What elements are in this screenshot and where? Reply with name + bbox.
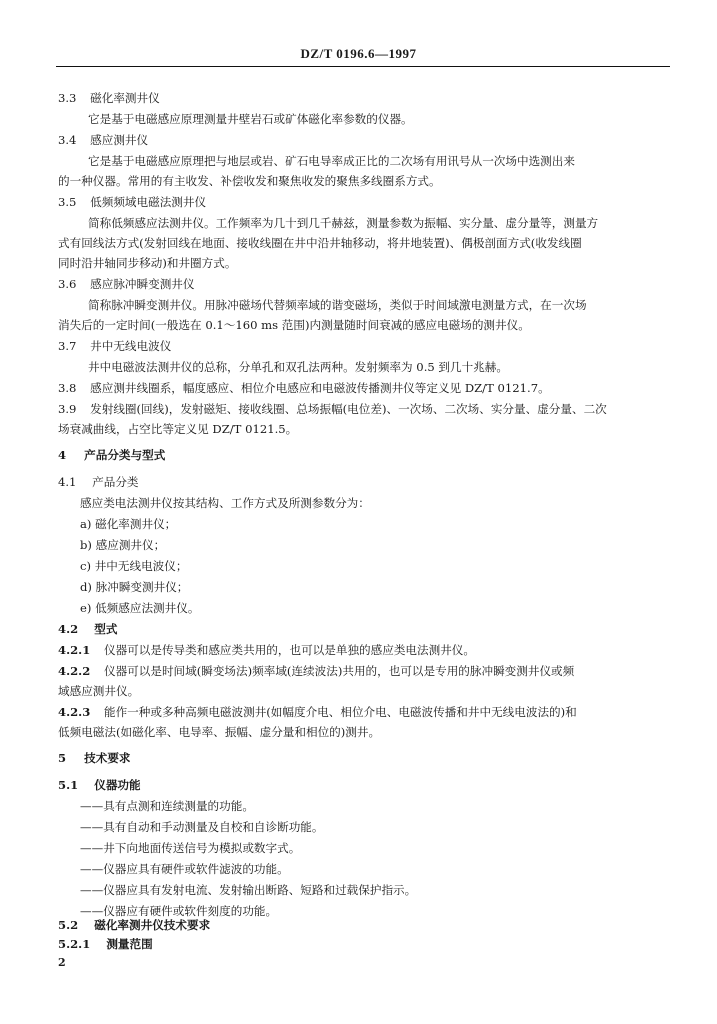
section-3-5-text-line2: 式有回线法方式(发射回线在地面、接收线圈在井中沿井轴移动，将井地装置)、偶极剖面方式(收发线圈 <box>58 236 582 250</box>
section-title: 感应脉冲瞬变测井仪 <box>90 277 195 291</box>
section-number: 4.1 <box>58 475 77 489</box>
page-header-standard-number: DZ/T 0196.6—1997 <box>300 46 417 61</box>
list-item: e) 低频感应法测井仪。 <box>80 601 200 615</box>
section-title: 磁化率测井仪 <box>90 91 160 105</box>
section-text: 能作一种或多种高频电磁波测井(如幅度介电、相位介电、电磁波传播和井中无线电波法的)和 <box>103 705 577 719</box>
section-4-2-heading <box>58 621 117 637</box>
section-text: 发射线圈(回线)，发射磁矩、接收线圈、总场振幅(电位差)、一次场、二次场、实分量、虚分量、二次 <box>90 402 607 416</box>
chapter-5-heading <box>58 750 131 766</box>
section-title: 低频频域电磁法测井仪 <box>90 195 207 209</box>
section-number: 3.6 <box>58 277 77 291</box>
section-3-9-line2: 场衰减曲线，占空比等定义见 DZ/T 0121.5。 <box>58 422 298 436</box>
list-item: c) 井中无线电波仪； <box>80 559 188 573</box>
section-number: 3.7 <box>58 339 77 353</box>
section-title: 产品分类 <box>92 475 139 489</box>
requirement-item: ——仪器应具有发射电流、发射输出断路、短路和过载保护指示。 <box>80 883 417 897</box>
section-4-2-2-line2: 域感应测井仪。 <box>58 684 140 698</box>
section-4-1-intro: 感应类电法测井仪按其结构、工作方式及所测参数分为： <box>80 496 370 510</box>
requirement-item: ——仪器应具有硬件或软件滤波的功能。 <box>80 862 289 876</box>
section-3-4-text-line2: 的一种仪器。常用的有主收发、补偿收发和聚焦收发的聚焦多线圈系方式。 <box>58 174 441 188</box>
section-3-6-heading <box>58 276 195 292</box>
requirement-item: ——井下向地面传送信号为模拟或数字式。 <box>80 841 301 855</box>
section-title: 井中无线电波仪 <box>90 339 172 353</box>
chapter-number: 4 <box>58 448 67 462</box>
header-divider <box>56 66 670 67</box>
section-3-3-heading <box>58 90 160 106</box>
section-4-1-heading <box>58 474 139 490</box>
list-item: d) 脉冲瞬变测井仪； <box>80 580 189 594</box>
section-3-9-line1 <box>58 401 607 417</box>
section-4-2-2-line1 <box>58 663 574 679</box>
chapter-4-heading <box>58 447 165 463</box>
section-5-2-1-heading <box>58 936 153 952</box>
section-5-2-heading <box>58 917 210 933</box>
section-3-5-text-line1: 简称低频感应法测井仪。工作频率为几十到几千赫兹，测量参数为振幅、实分量、虚分量等，测量方 <box>88 216 599 230</box>
section-title: 仪器功能 <box>94 778 141 792</box>
section-number: 3.9 <box>58 402 77 416</box>
page-number: 2 <box>58 956 66 969</box>
section-number: 3.5 <box>58 195 77 209</box>
section-number: 4.2.1 <box>58 643 91 657</box>
list-item: b) 感应测井仪； <box>80 538 166 552</box>
section-number: 3.4 <box>58 133 77 147</box>
section-4-2-1 <box>58 642 475 658</box>
section-number: 5.2.1 <box>58 937 91 951</box>
section-title: 磁化率测井仪技术要求 <box>94 918 211 932</box>
section-number: 5.1 <box>58 778 79 792</box>
section-number: 4.2 <box>58 622 79 636</box>
chapter-title: 产品分类与型式 <box>84 448 166 462</box>
section-4-2-3-line1 <box>58 704 577 720</box>
section-3-6-text-line1: 简称脉冲瞬变测井仪。用脉冲磁场代替频率域的谐变磁场，类似于时间域激电测量方式，在一次场 <box>88 298 587 312</box>
section-number: 4.2.3 <box>58 705 91 719</box>
section-3-5-heading <box>58 194 206 210</box>
section-3-6-text-line2: 消失后的一定时间(一般选在 0.1～160 ms 范围)内测量随时间衰减的感应电磁场的测井仪。 <box>58 318 530 332</box>
requirement-item: ——具有点测和连续测量的功能。 <box>80 799 254 813</box>
section-text: 仪器可以是时间域(瞬变场法)频率域(连续波法)共用的，也可以是专用的脉冲瞬变测井仪或频 <box>103 664 575 678</box>
chapter-number: 5 <box>58 751 67 765</box>
section-number: 5.2 <box>58 918 79 932</box>
section-5-1-heading <box>58 777 141 793</box>
section-number: 4.2.2 <box>58 664 91 678</box>
section-text: 感应测井线圈系，幅度感应、相位介电感应和电磁波传播测井仪等定义见 DZ/T 0121.7。 <box>90 381 550 395</box>
chapter-title: 技术要求 <box>84 751 131 765</box>
section-3-4-heading <box>58 132 148 148</box>
section-3-7-text: 井中电磁波法测井仪的总称，分单孔和双孔法两种。发射频率为 0.5 到几十兆赫。 <box>88 360 508 374</box>
section-title: 型式 <box>94 622 118 636</box>
section-number: 3.3 <box>58 91 77 105</box>
section-3-8 <box>58 380 550 396</box>
section-text: 仪器可以是传导类和感应类共用的，也可以是单独的感应类电法测井仪。 <box>103 643 475 657</box>
list-item: a) 磁化率测井仪； <box>80 517 177 531</box>
requirement-item: ——仪器应有硬件或软件刻度的功能。 <box>80 904 278 918</box>
requirement-item: ——具有自动和手动测量及自校和自诊断功能。 <box>80 820 324 834</box>
section-title: 测量范围 <box>106 937 153 951</box>
section-title: 感应测井仪 <box>90 133 149 147</box>
section-3-5-text-line3: 同时沿井轴同步移动)和井圈方式。 <box>58 256 237 270</box>
section-3-3-text: 它是基于电磁感应原理测量井壁岩石或矿体磁化率参数的仪器。 <box>88 112 413 126</box>
section-number: 3.8 <box>58 381 77 395</box>
section-3-7-heading <box>58 338 171 354</box>
section-3-4-text-line1: 它是基于电磁感应原理把与地层或岩、矿石电导率成正比的二次场有用讯号从一次场中选测出来 <box>88 154 575 168</box>
section-4-2-3-line2: 低频电磁法(如磁化率、电导率、振幅、虚分量和相位的)测井。 <box>58 725 381 739</box>
